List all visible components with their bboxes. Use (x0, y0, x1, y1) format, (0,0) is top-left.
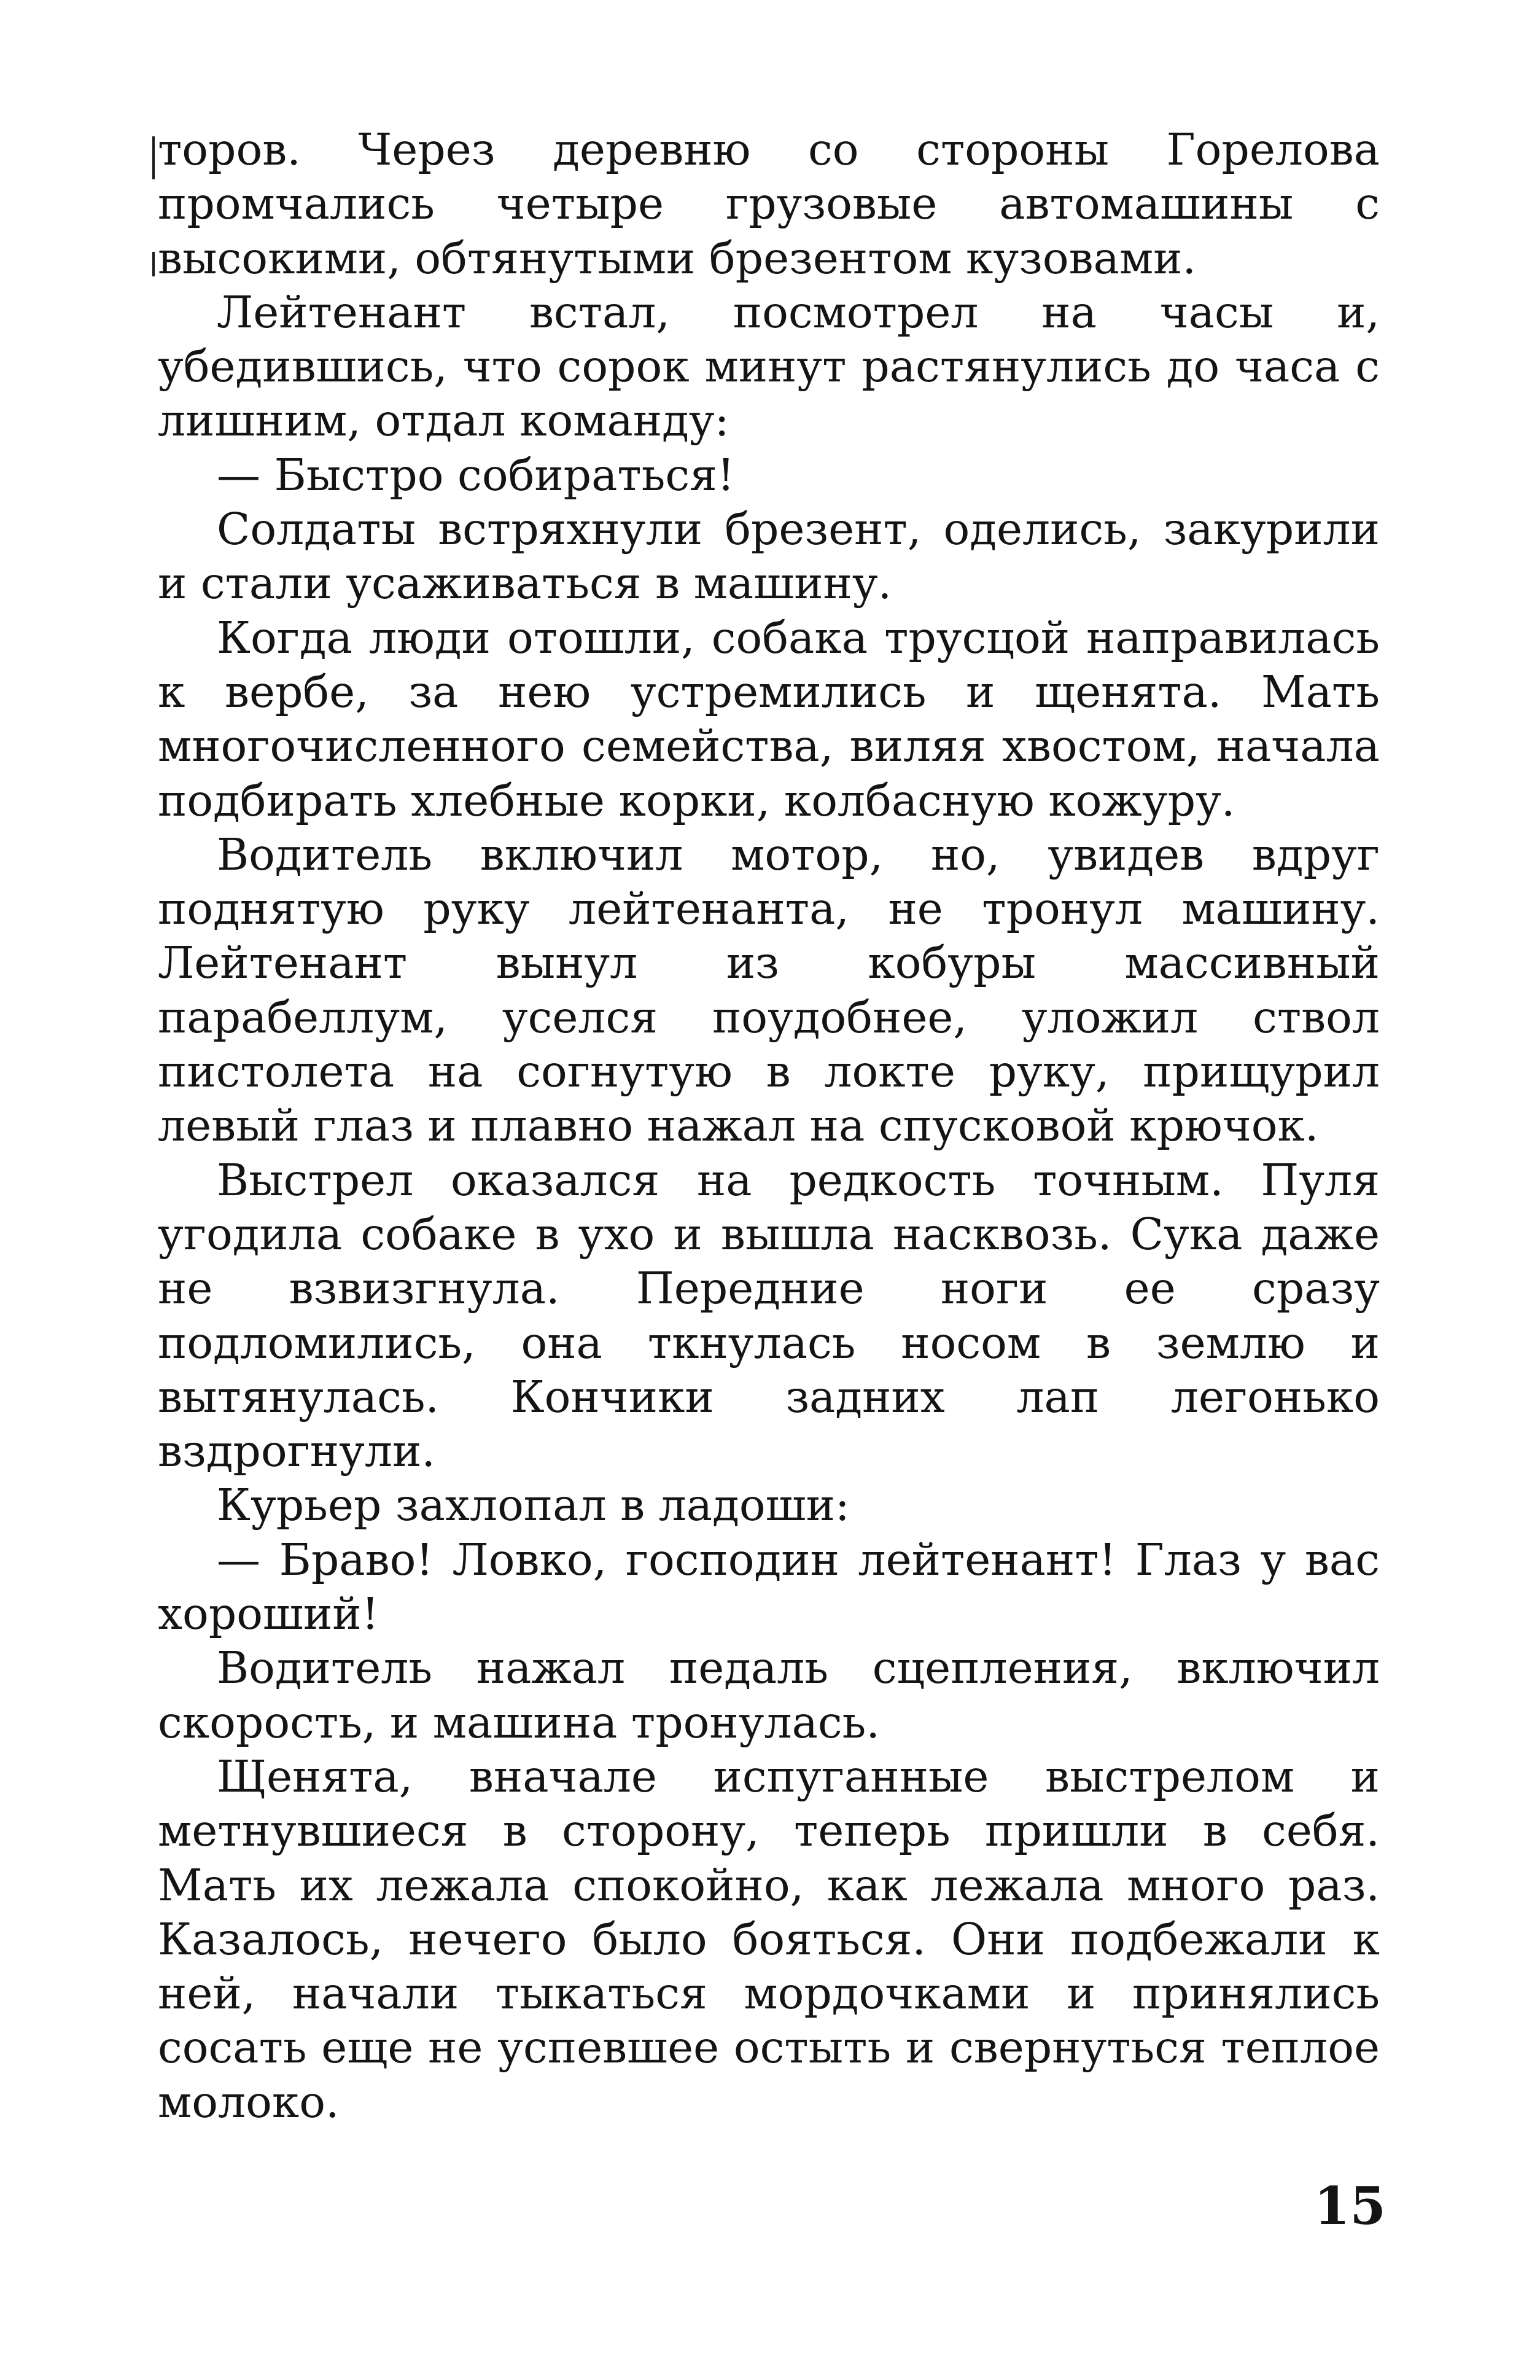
margin-mark (152, 136, 155, 179)
paragraph: Солдаты встряхнули брезент, оделись, закурили и стали усаживаться в машину. (158, 504, 1380, 609)
paragraph: — Быстро собираться! (217, 449, 735, 501)
page-number: 15 (1314, 2175, 1386, 2236)
paragraph: Курьер захлопал в ладоши: (217, 1480, 850, 1531)
paragraph: Когда люди отошли, собака трусцой направилась к вербе, за нею устремились и щенята. Мать многочисленного семейства, виляя хвостом, начала подбирать хлебные корки, колбасную кожуру. (158, 612, 1380, 826)
paragraph: Лейтенант встал, посмотрел на часы и, убедившись, что сорок минут растянулись до часа с лишним, отдал команду: (158, 286, 1380, 447)
paragraph: Выстрел оказался на редкость точным. Пуля угодила собаке в ухо и вышла насквозь. Сука даже не взвизгнула. Передние ноги ее сразу подломились, она ткнулась носом в землю и вытянулась. Кончики задних лап легонько вздрогнули. (158, 1154, 1380, 1477)
margin-mark (152, 252, 155, 276)
body-text (158, 123, 1380, 2129)
paragraph: Щенята, вначале испуганные выстрелом и метнувшиеся в сторону, теперь пришли в себя. Мать их лежала спокойно, как лежала много раз. Казалось, нечего было бояться. Они подбежали к ней, начали тыкаться мордочками и принялись сосать еще не успевшее остыть и свернуться теплое молоко. (158, 1750, 1380, 2128)
paragraph: Водитель нажал педаль сцепления, включил скорость, и машина тронулась. (158, 1642, 1380, 1748)
paragraph: — Браво! Ловко, господин лейтенант! Глаз у вас хороший! (158, 1534, 1380, 1640)
paragraph: торов. Через деревню со стороны Горелова промчались четыре грузовые автомашины с высокими, обтянутыми брезентом кузовами. (158, 124, 1380, 284)
paragraph: Водитель включил мотор, но, увидев вдруг поднятую руку лейтенанта, не тронул машину. Лейтенант вынул из кобуры массивный парабеллум, уселся поудобнее, уложил ствол пистолета на согнутую в локте руку, прищурил левый глаз и плавно нажал на спусковой крючок. (158, 829, 1380, 1152)
